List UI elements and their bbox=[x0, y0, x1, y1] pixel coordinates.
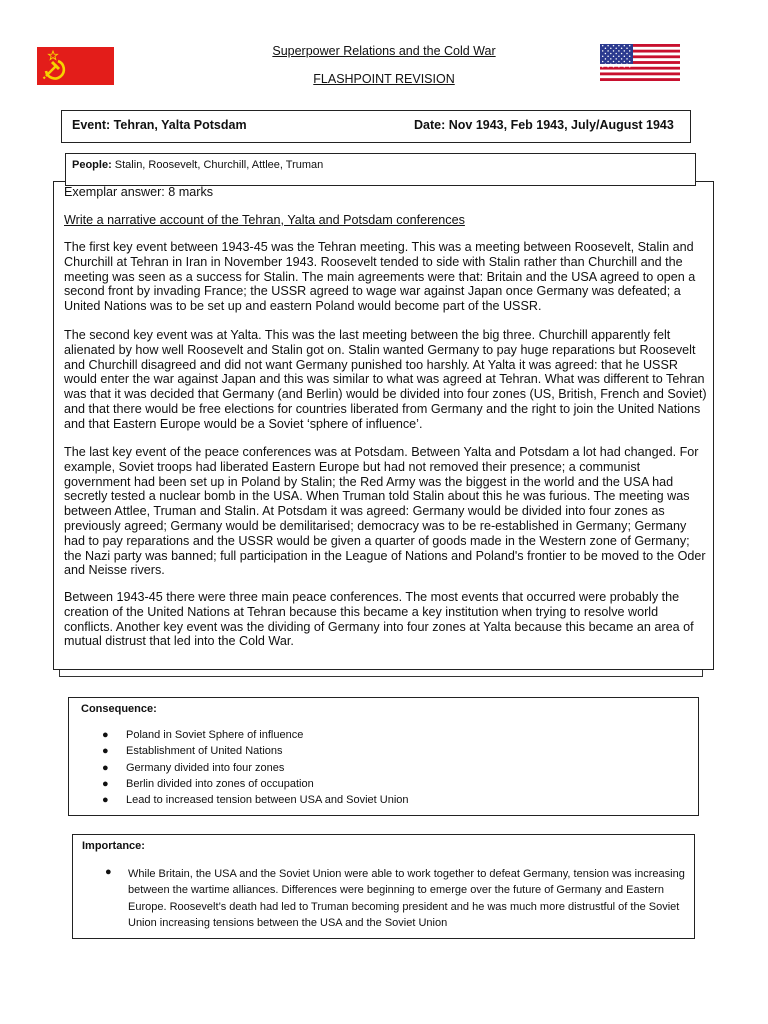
paragraph-potsdam: The last key event of the peace conferences was at Potsdam. Between Yalta and Potsdam a lot had changed. For example, Soviet troops had liberated Eastern Europe but had not removed their presence; a communist government had been set up in Poland by Stalin; the Red Army was the biggest in the world and the USA had secretly tested a nuclear bomb in the USA. When Truman told Stalin about this he was furious. The meeting was between Attlee, Truman and Stalin. At Potsdam it was agreed: Germany would be divided into four zones as previously agreed; Germany would be demilitarised; democracy was to be re-established in Germany; Germany had to pay reparations and the USSR would be given a quarter of goods made in the Western zone of Germany; the Nazi party was banned; full participation in the League of Nations and Poland's frontier to be moved to the Oder and Neisse rivers. bbox=[64, 445, 706, 578]
exemplar-label: Exemplar answer: 8 marks bbox=[64, 185, 214, 199]
list-item: ● Berlin divided into zones of occupation bbox=[102, 778, 314, 790]
bullet-icon: ● bbox=[102, 745, 109, 757]
flag-star bbox=[602, 61, 604, 63]
flag-star bbox=[613, 66, 615, 68]
flag-star bbox=[618, 61, 620, 63]
flag-star bbox=[629, 66, 631, 68]
flag-star bbox=[605, 63, 607, 65]
flag-star bbox=[629, 61, 631, 63]
page-subtitle: FLASHPOINT REVISION bbox=[313, 72, 455, 86]
list-item: ● Poland in Soviet Sphere of influence bbox=[102, 729, 304, 741]
event-label: Event: Tehran, Yalta Potsdam bbox=[72, 118, 247, 132]
bullet-icon: ● bbox=[102, 762, 109, 774]
people-label: People: bbox=[72, 159, 112, 171]
question-heading: Write a narrative account of the Tehran, Yalta and Potsdam conferences bbox=[64, 213, 465, 227]
flag-star bbox=[621, 58, 623, 60]
people-line bbox=[72, 159, 323, 171]
flag-star bbox=[610, 63, 612, 65]
flag-star bbox=[626, 58, 628, 60]
flag-star bbox=[618, 66, 620, 68]
people-value: Stalin, Roosevelt, Churchill, Attlee, Truman bbox=[111, 159, 324, 171]
flag-star bbox=[626, 63, 628, 65]
importance-heading: Importance: bbox=[82, 840, 145, 852]
paragraph-tehran: The first key event between 1943-45 was the Tehran meeting. This was a meeting between Roosevelt, Stalin and Churchill at Tehran in Iran in November 1943. Roosevelt tended to side with Stalin rather than Churchill and the meeting was seen as a success for Stalin. The main agreements were that: Britain and the USA agreed to open a second front by invading France; the USSR agreed to wage war against Japan once Germany was defeated; a United Nations was to be set up and eastern Poland would become part of the USSR. bbox=[64, 240, 696, 314]
flag-stripe bbox=[600, 64, 680, 67]
paragraph-conclusion: Between 1943-45 there were three main peace conferences. The most events that occurred were probably the creation of the United Nations at Tehran because this became a key institution when trying to resolve world conflicts. Another key event was the dividing of Germany into four zones at Yalta because this became an area of mutual distrust that led into the Cold War. bbox=[64, 590, 694, 649]
paragraph-yalta: The second key event was at Yalta. This was the last meeting between the big three. Churchill apparently felt alienated by how well Roosevelt and Stalin got on. Stalin wanted Germany to pay huge reparations but Roosevelt and Churchill disagreed and did not want Germany punished too harshly. At Yalta it was agreed: that he USSR would enter the war against Japan and this was similar to what was agreed at Tehran. What was different to Tehran was that it was decided that Germany (and Berlin) would be divided into four zones (US, British, French and Soviet) and that there would be free elections for countries liberated from Germany and the right to join the United Nations and that Eastern Europe would be a Soviet ‘sphere of influence’. bbox=[64, 328, 707, 431]
flag-star bbox=[624, 61, 626, 63]
bullet-icon: ● bbox=[102, 794, 109, 806]
flag-star bbox=[615, 58, 617, 60]
flag-star bbox=[610, 58, 612, 60]
bullet-icon: ● bbox=[102, 729, 109, 741]
list-item: ● Lead to increased tension between USA and Soviet Union bbox=[102, 794, 409, 806]
flag-star bbox=[624, 66, 626, 68]
page-title: Superpower Relations and the Cold War bbox=[272, 44, 496, 58]
importance-text: While Britain, the USA and the Soviet Union were able to work together to defeat Germany, tension was increasing between the wartime alliances. Differences were beginning to emerge over the future of Germany and Eastern Europe. Roosevelt’s death had led to Truman becoming president and he was much more distrustful of the Soviet Union increasing tensions between the USA and the Soviet Union bbox=[128, 868, 685, 929]
flag-star bbox=[605, 58, 607, 60]
flag-star bbox=[607, 66, 609, 68]
flag-star bbox=[615, 63, 617, 65]
flag-star bbox=[613, 61, 615, 63]
list-item: ● Establishment of United Nations bbox=[102, 745, 283, 757]
flag-stripe bbox=[600, 67, 680, 70]
bullet-icon: ● bbox=[105, 866, 112, 878]
bullet-icon: ● bbox=[102, 778, 109, 790]
consequence-heading: Consequence: bbox=[81, 703, 157, 715]
flag-star bbox=[602, 66, 604, 68]
date-label: Date: Nov 1943, Feb 1943, July/August 1943 bbox=[414, 118, 674, 132]
flag-star bbox=[607, 61, 609, 63]
list-item: ● Germany divided into four zones bbox=[102, 762, 285, 774]
flag-star bbox=[621, 63, 623, 65]
